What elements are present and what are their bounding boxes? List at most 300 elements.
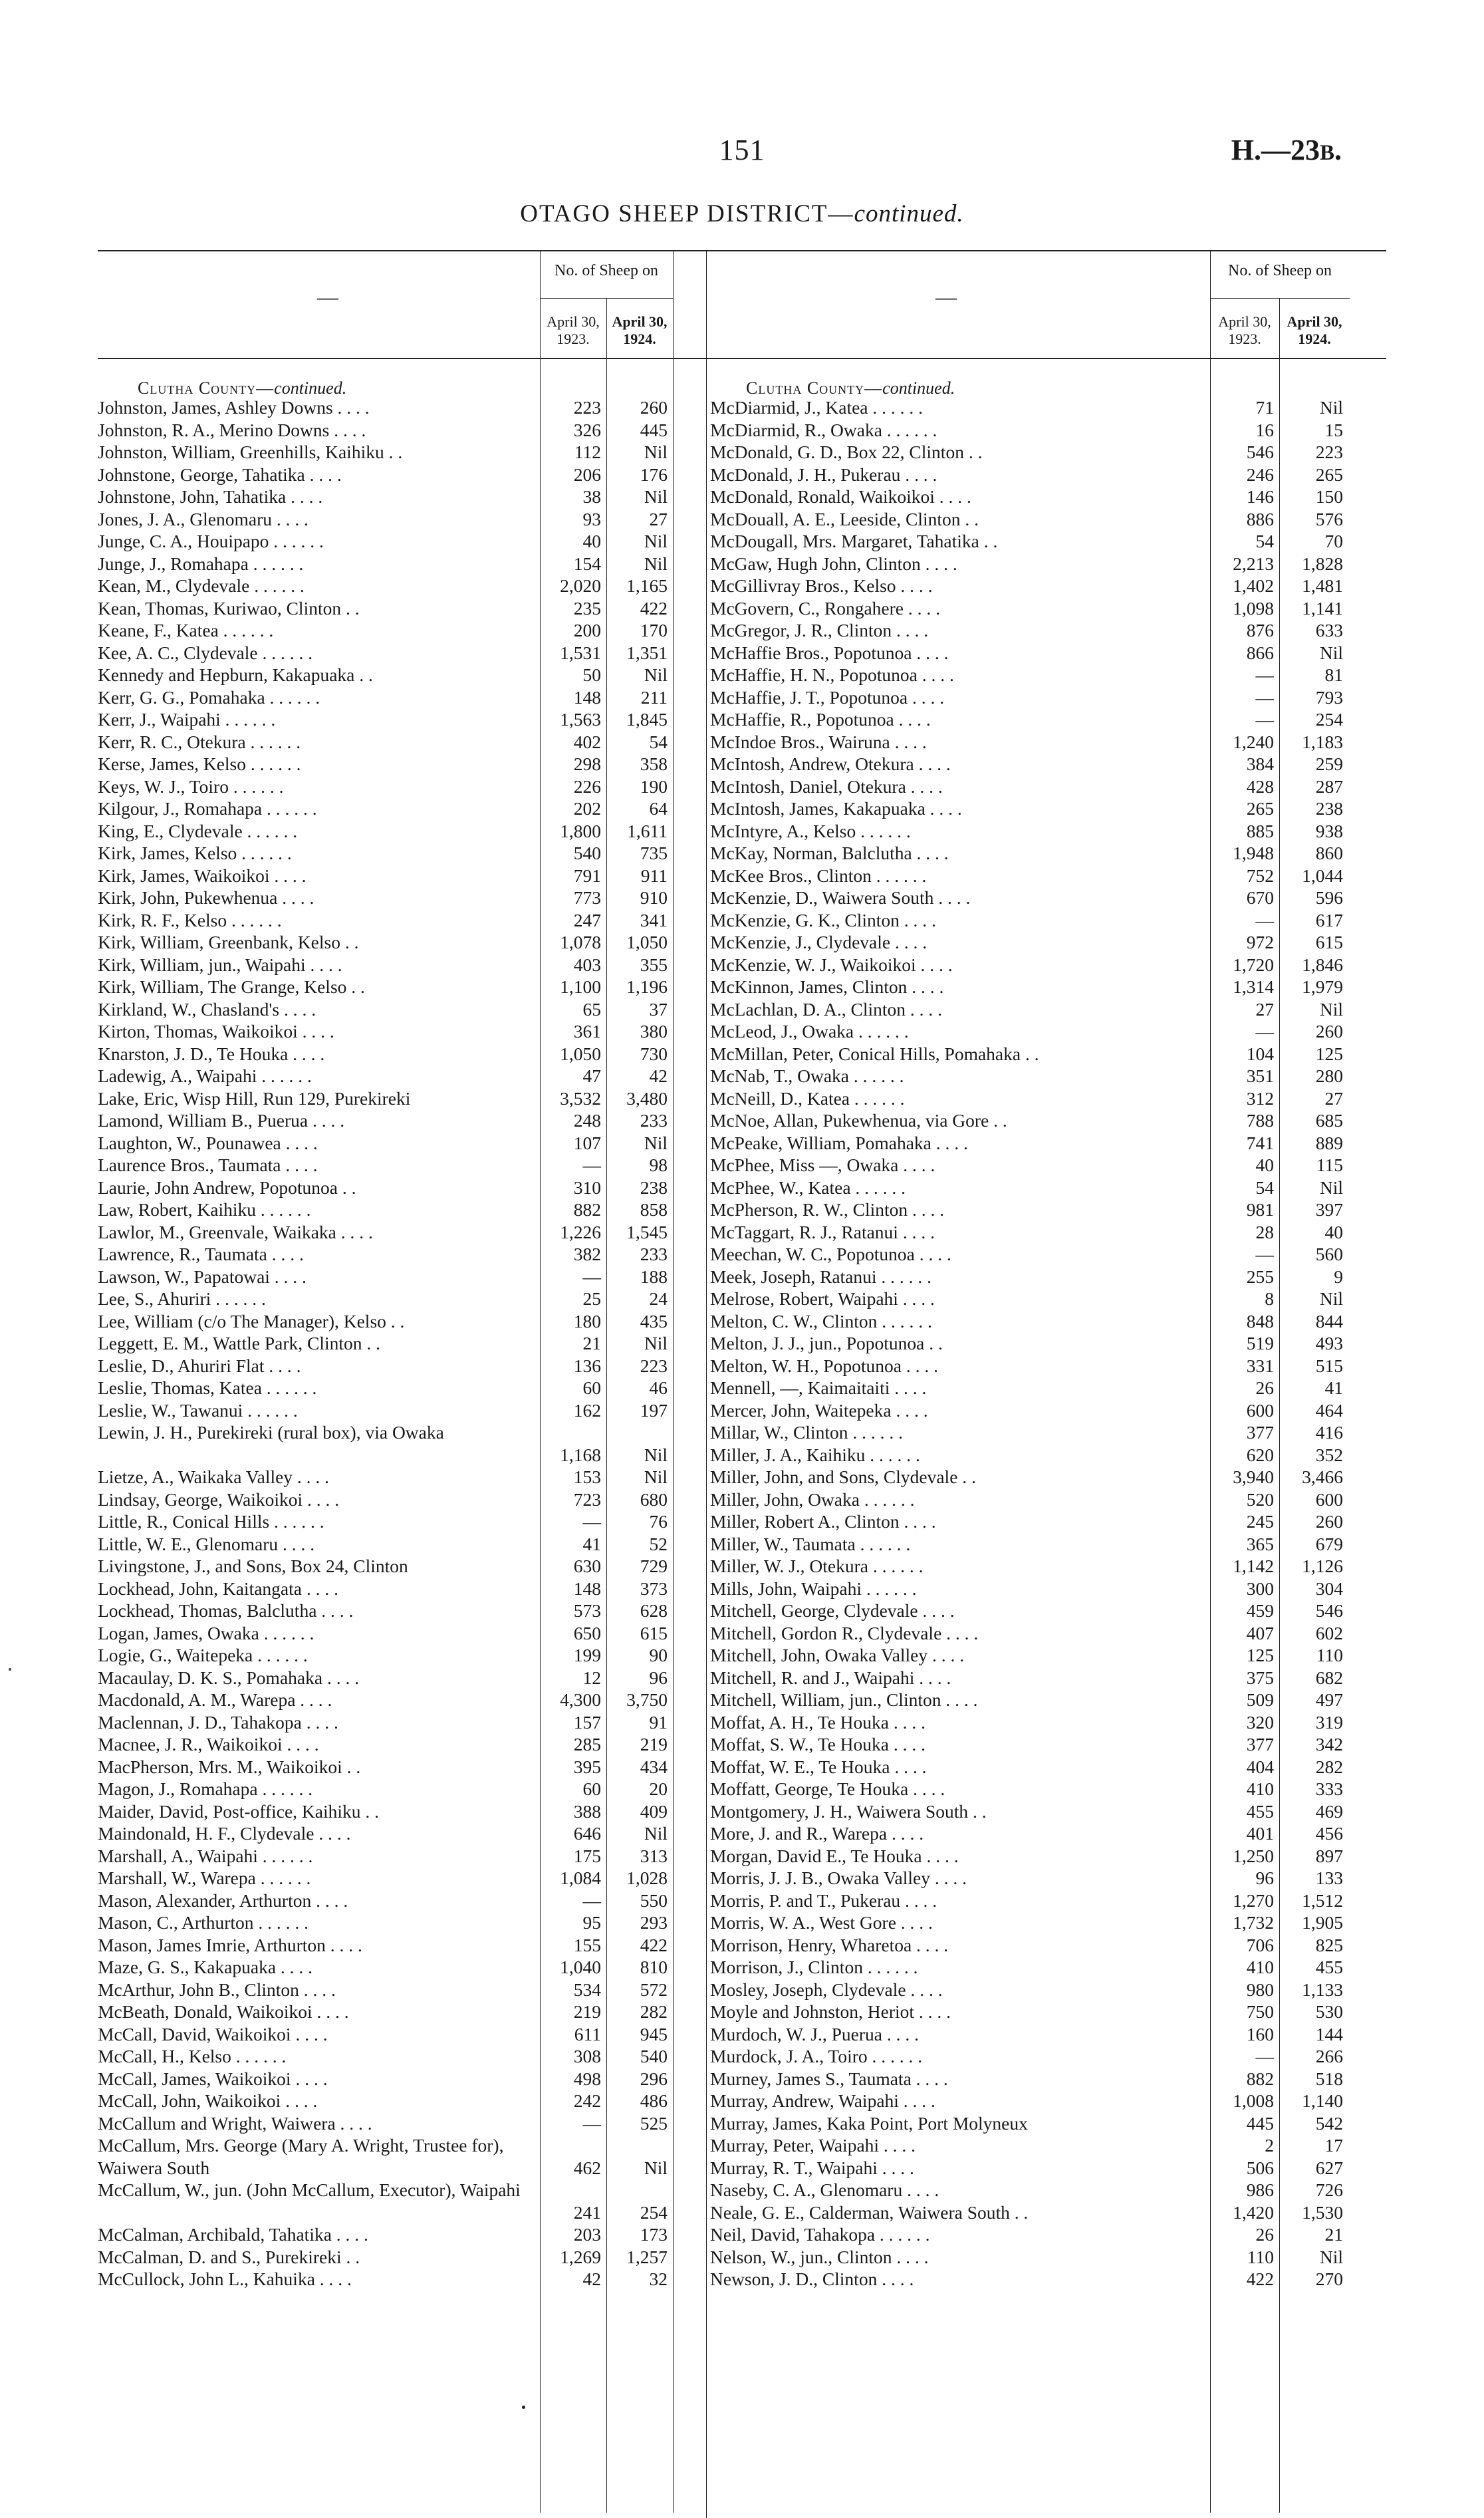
sheep-count-1923: 41	[582, 1533, 601, 1554]
sheep-count-1923: 223	[573, 397, 601, 418]
owner-name: McTaggart, R. J., Ratanui . . . .	[710, 1221, 935, 1242]
table-row	[98, 1221, 670, 1244]
table-row	[710, 1198, 1354, 1221]
sheep-count-1924: 259	[1315, 754, 1343, 774]
sheep-count-1924: 860	[1315, 843, 1343, 863]
owner-name: Meek, Joseph, Ratanui . . . . . .	[710, 1266, 932, 1287]
table-row	[710, 2001, 1354, 2023]
sheep-count-1924: 91	[649, 1711, 668, 1733]
owner-name: Leggett, E. M., Wattle Park, Clinton . .	[98, 1333, 381, 1353]
owner-name: McPeake, William, Pomahaka . . . .	[710, 1132, 968, 1153]
sheep-count-1924: 615	[640, 1622, 668, 1643]
owner-name: McLeod, J., Owaka . . . . . .	[710, 1021, 909, 1042]
table-row	[710, 1845, 1354, 1868]
sheep-count-1923: 310	[573, 1177, 601, 1198]
table-row	[710, 1266, 1354, 1288]
table-row	[710, 2023, 1354, 2046]
sheep-count-1924: 333	[1315, 1778, 1343, 1799]
sheep-count-1923: 28	[1255, 1221, 1274, 1242]
table-row	[710, 1667, 1354, 1689]
owner-name: Moffat, S. W., Te Houka . . . .	[710, 1734, 926, 1754]
owner-name: McKenzie, W. J., Waikoikoi . . . .	[710, 954, 953, 975]
table-row	[710, 1132, 1354, 1155]
sheep-count-1923: 247	[573, 909, 601, 930]
sheep-count-1923: —	[1255, 686, 1274, 708]
table-row	[98, 1243, 670, 1266]
table-row	[98, 575, 670, 597]
owner-name: Maindonald, H. F., Clydevale . . . .	[98, 1823, 351, 1844]
table-row	[710, 2268, 1354, 2291]
table-row	[710, 731, 1354, 754]
owner-name: Newson, J. D., Clinton . . . .	[710, 2269, 914, 2289]
sheep-count-1923: 155	[573, 1934, 601, 1955]
sheep-count-1924: 42	[649, 1065, 668, 1086]
sheep-count-1923: 876	[1246, 620, 1274, 640]
sheep-count-1924: 889	[1315, 1132, 1343, 1153]
owner-name: Johnston, R. A., Merino Downs . . . .	[98, 419, 366, 440]
table-row	[710, 1956, 1354, 1979]
owner-name: McHaffie, H. N., Popotunoa . . . .	[710, 664, 954, 685]
sheep-count-1924: 456	[1315, 1823, 1343, 1844]
owner-name: Marshall, A., Waipahi . . . . . .	[98, 1845, 313, 1866]
sheep-count-1923: 723	[573, 1488, 601, 1510]
owner-name: McCalman, D. and S., Purekireki . .	[98, 2246, 360, 2267]
sheep-count-1924: 260	[1315, 1511, 1343, 1532]
table-row	[98, 1466, 670, 1488]
sheep-count-1924: 373	[640, 1578, 668, 1599]
sheep-count-1923: 706	[1246, 1934, 1274, 1955]
table-row	[98, 887, 670, 909]
owner-name: McKinnon, James, Clinton . . . .	[710, 976, 944, 997]
sheep-count-1924: 52	[649, 1533, 668, 1554]
sheep-count-1924: Nil	[644, 486, 668, 507]
table-row	[710, 441, 1354, 464]
owner-name: Junge, C. A., Houipapo . . . . . .	[98, 531, 324, 551]
owner-name: Maze, G. S., Kakapuaka . . . .	[98, 1957, 313, 1977]
table-row	[98, 797, 670, 820]
sheep-count-1924: 1,183	[1302, 731, 1343, 752]
owner-name: McIntyre, A., Kelso . . . . . .	[710, 820, 911, 841]
owner-name: Kennedy and Hepburn, Kakapuaka . .	[98, 664, 373, 685]
table-row	[98, 865, 670, 887]
table-row	[710, 1778, 1354, 1800]
table-row	[98, 2001, 670, 2023]
sheep-count-1923: 154	[573, 553, 601, 574]
table-row	[710, 1377, 1354, 1399]
owner-name: Lawrence, R., Taumata . . . .	[98, 1244, 304, 1264]
sheep-count-1923: 246	[1246, 464, 1274, 485]
sheep-count-1924: 17	[1324, 2135, 1343, 2156]
sheep-count-1923: 71	[1255, 397, 1274, 418]
owner-name: Jones, J. A., Glenomaru . . . .	[98, 508, 309, 529]
sheep-count-1924: 24	[649, 1288, 668, 1309]
owner-name: Kirton, Thomas, Waikoikoi . . . .	[98, 1021, 334, 1042]
owner-name: Johnston, William, Greenhills, Kaihiku . .	[98, 442, 403, 462]
sheep-count-1924: 469	[1315, 1800, 1343, 1822]
table-row	[710, 708, 1354, 731]
sheep-count-1923: 1,250	[1233, 1845, 1274, 1866]
table-row	[98, 441, 670, 464]
sheep-count-1924: 1,905	[1302, 1912, 1343, 1933]
sheep-count-1924: 1,845	[626, 709, 668, 730]
table-row	[98, 1555, 670, 1578]
owner-name: McCall, David, Waikoikoi . . . .	[98, 2023, 328, 2044]
section-title: Clutha County—	[746, 378, 883, 398]
table-row	[710, 1087, 1354, 1110]
sheep-count-1923: 26	[1255, 1377, 1274, 1398]
owner-name: McGregor, J. R., Clinton . . . .	[710, 620, 929, 640]
sheep-count-1924: 628	[640, 1600, 668, 1621]
sheep-count-1924: 729	[640, 1556, 668, 1576]
owner-name: Lockhead, Thomas, Balclutha . . . .	[98, 1600, 354, 1621]
table-row	[710, 1399, 1354, 1422]
table-row	[98, 1644, 670, 1667]
owner-name: Nelson, W., jun., Clinton . . . .	[710, 2246, 929, 2267]
table-row	[98, 2090, 670, 2112]
table-row	[98, 1778, 670, 1800]
page-mark	[522, 2406, 525, 2409]
sheep-count-1924: 46	[649, 1377, 668, 1398]
sheep-count-1923: 506	[1246, 2157, 1274, 2178]
sheep-count-1924: 76	[649, 1511, 668, 1532]
section-title: Clutha County—	[138, 378, 275, 398]
table-row	[98, 1087, 670, 1110]
sheep-count-1923: 3,532	[560, 1087, 601, 1109]
owner-name: McHaffie, J. T., Popotunoa . . . .	[710, 686, 945, 708]
owner-name: Miller, J. A., Kaihiku . . . . . .	[710, 1444, 920, 1465]
page-mark	[9, 1668, 11, 1671]
sheep-count-1924: 518	[1315, 2068, 1343, 2089]
sheep-count-1924: 110	[1316, 1645, 1343, 1665]
sheep-count-1923: 1,100	[560, 976, 601, 997]
sheep-count-1924: 793	[1315, 686, 1343, 708]
sheep-count-1924: 1,050	[626, 932, 668, 952]
sheep-count-1924: 911	[640, 865, 668, 886]
table-row	[710, 2179, 1354, 2201]
column-divider	[706, 250, 707, 2518]
sheep-count-1923: 401	[1246, 1823, 1274, 1844]
table-row	[98, 2268, 670, 2291]
owner-name: Kerr, R. C., Otekura . . . . . .	[98, 731, 301, 752]
sheep-count-1923: 1,084	[560, 1868, 601, 1888]
sheep-count-1924: 282	[1315, 1756, 1343, 1777]
sheep-count-1924: 3,480	[626, 1087, 668, 1109]
sheep-count-1924: 238	[1315, 798, 1343, 819]
table-row	[710, 1689, 1354, 1711]
owner-name: Little, W. E., Glenomaru . . . .	[98, 1533, 315, 1554]
sheep-count-1924: 90	[649, 1645, 668, 1665]
table-row	[710, 887, 1354, 909]
sheep-count-1924: 293	[640, 1912, 668, 1933]
title-continued: continued.	[854, 200, 964, 227]
sheep-count-1924: 144	[1315, 2023, 1343, 2044]
owner-name: Kee, A. C., Clydevale . . . . . .	[98, 642, 313, 663]
sheep-count-1923: 611	[574, 2023, 601, 2044]
table-row	[710, 998, 1354, 1021]
owner-name: Knarston, J. D., Te Houka . . . .	[98, 1043, 325, 1064]
sheep-count-1923: 410	[1246, 1957, 1274, 1977]
sheep-count-1923: 255	[1246, 1266, 1274, 1287]
sheep-count-1924: 445	[640, 419, 668, 440]
table-row	[710, 2134, 1354, 2157]
owner-name: Murray, Peter, Waipahi . . . .	[710, 2135, 916, 2156]
left-rows	[98, 396, 670, 2291]
sheep-count-1923: 65	[582, 998, 601, 1020]
sheep-count-1923: 107	[573, 1132, 601, 1153]
sheep-count-1924: 270	[1315, 2269, 1343, 2289]
sheep-count-1923: 377	[1246, 1734, 1274, 1754]
table-row	[710, 1934, 1354, 1957]
table-row	[710, 1889, 1354, 1912]
sheep-count-1923: 540	[573, 843, 601, 863]
sheep-count-1923: 750	[1246, 2001, 1274, 2022]
table-row	[98, 1733, 670, 1756]
sheep-count-1924: 27	[649, 508, 668, 529]
owner-name: Murdock, J. A., Toiro . . . . . .	[710, 2046, 923, 2066]
table-row	[710, 1510, 1354, 1533]
table-row	[98, 1043, 670, 1065]
sheep-count-1924: 897	[1315, 1845, 1343, 1866]
sheep-count-1923: 21	[582, 1333, 601, 1353]
sheep-count-1924: Nil	[1319, 2246, 1343, 2267]
owner-name: McNoe, Allan, Pukewhenua, via Gore . .	[710, 1110, 1007, 1131]
sheep-count-1923: 1,008	[1233, 2090, 1274, 2111]
owner-name: McLachlan, D. A., Clinton . . . .	[710, 998, 943, 1020]
sheep-count-1924: 633	[1315, 620, 1343, 640]
sheep-count-1924: 602	[1315, 1622, 1343, 1643]
owner-name: Melrose, Robert, Waipahi . . . .	[710, 1288, 935, 1309]
table-row	[98, 1310, 670, 1333]
sheep-count-1923: 773	[573, 887, 601, 908]
table-row	[98, 1622, 670, 1645]
sheep-count-1924: Nil	[1319, 1177, 1343, 1198]
sheep-count-1924: 409	[640, 1800, 668, 1822]
sheep-count-1923: 534	[573, 1979, 601, 2000]
sheep-count-1923: 136	[573, 1355, 601, 1376]
sheep-count-1924: 435	[640, 1310, 668, 1331]
table-row	[98, 1911, 670, 1934]
sheep-count-1923: 54	[1255, 531, 1274, 551]
table-row	[710, 2246, 1354, 2269]
sheep-count-1923: 320	[1246, 1711, 1274, 1733]
sheep-count-1923: 646	[573, 1823, 601, 1844]
owner-name: Magon, J., Romahapa . . . . . .	[98, 1778, 313, 1799]
sheep-count-1923: 1,269	[560, 2246, 601, 2267]
owner-name: Kean, Thomas, Kuriwao, Clinton . .	[98, 597, 360, 619]
sheep-count-1923: 27	[1255, 998, 1274, 1020]
owner-name: More, J. and R., Warepa . . . .	[710, 1823, 924, 1844]
owner-name: Leslie, D., Ahuriri Flat . . . .	[98, 1355, 301, 1376]
sheep-count-1923: 403	[573, 954, 601, 975]
right-rows	[710, 396, 1354, 2291]
sheep-count-1924: 530	[1315, 2001, 1343, 2022]
owner-name: King, E., Clydevale . . . . . .	[98, 820, 298, 841]
sheep-count-1924: 1,257	[626, 2246, 668, 2267]
sheep-count-1923: 519	[1246, 1333, 1274, 1353]
owner-name: McHaffie Bros., Popotunoa . . . .	[710, 642, 949, 663]
owner-name: Melton, C. W., Clinton . . . . . .	[710, 1310, 932, 1331]
table-row	[710, 1733, 1354, 1756]
table-row	[710, 1488, 1354, 1511]
sheep-count-1924: 150	[1315, 486, 1343, 507]
owner-name: Morgan, David E., Te Houka . . . .	[710, 1845, 959, 1866]
table-row	[98, 1020, 670, 1043]
sheep-count-1923: 326	[573, 419, 601, 440]
sheep-count-1923: 885	[1246, 820, 1274, 841]
table-row	[710, 1800, 1354, 1823]
sheep-count-1923: 882	[1246, 2068, 1274, 2089]
owner-name: McIntosh, Andrew, Otekura . . . .	[710, 754, 951, 774]
table-row	[710, 642, 1354, 664]
sheep-count-1924: 910	[640, 887, 668, 908]
owner-name: Naseby, C. A., Glenomaru . . . .	[710, 2179, 939, 2200]
column-1923-header: April 30, 1923.	[547, 313, 600, 347]
sheep-count-1923: 26	[1255, 2224, 1274, 2245]
sheep-count-1924: Nil	[644, 2157, 668, 2178]
sheep-count-1923: 600	[1246, 1399, 1274, 1421]
sheep-count-1923: 410	[1246, 1778, 1274, 1799]
owner-name: Mason, James Imrie, Arthurton . . . .	[98, 1934, 362, 1955]
table-row	[710, 1644, 1354, 1667]
owner-name: McPherson, R. W., Clinton . . . .	[710, 1199, 945, 1220]
sheep-count-1923: 104	[1246, 1043, 1274, 1064]
owner-name: Moffat, W. E., Te Houka . . . .	[710, 1756, 927, 1777]
sheep-count-1923: 25	[582, 1288, 601, 1309]
owner-name: Neil, David, Tahakopa . . . . . .	[710, 2224, 930, 2245]
column-divider	[673, 250, 674, 358]
sheep-count-1923: 361	[573, 1021, 601, 1042]
sheep-count-1924: 96	[649, 1667, 668, 1688]
table-row	[98, 1600, 670, 1622]
sheep-count-1924: 3,466	[1302, 1467, 1343, 1487]
sheep-count-1923: 1,800	[560, 820, 601, 841]
sheep-count-1923: 388	[573, 1800, 601, 1822]
table-row	[98, 464, 670, 486]
table-row	[710, 1221, 1354, 1244]
table-row	[98, 1266, 670, 1288]
sheep-count-1923: —	[582, 1266, 601, 1287]
table-row	[98, 998, 670, 1021]
table-row	[98, 664, 670, 686]
table-row	[98, 931, 670, 954]
owner-name: Mitchell, William, jun., Clinton . . . .	[710, 1689, 978, 1710]
sheep-count-1924: 434	[640, 1756, 668, 1777]
sheep-count-1923: 791	[573, 865, 601, 886]
sheep-count-1923: 47	[582, 1065, 601, 1086]
sheep-count-1923: 650	[573, 1622, 601, 1643]
table-row	[98, 2134, 670, 2179]
sheep-count-1924: 254	[1315, 709, 1343, 730]
owner-name: Livingstone, J., and Sons, Box 24, Clinton	[98, 1556, 408, 1576]
sheep-count-1923: 1,168	[560, 1444, 601, 1465]
owner-name: Johnstone, John, Tahatika . . . .	[98, 486, 323, 507]
sheep-count-1924: 422	[640, 1934, 668, 1955]
table-row	[710, 508, 1354, 531]
sheep-count-1923: 242	[573, 2090, 601, 2111]
sheep-count-1924: 735	[640, 843, 668, 863]
table-row	[98, 842, 670, 865]
sheep-count-1924: 486	[640, 2090, 668, 2111]
sheep-count-1923: 60	[582, 1778, 601, 1799]
owner-name: Miller, W. J., Otekura . . . . . .	[710, 1556, 924, 1576]
owner-name: McIndoe Bros., Wairuna . . . .	[710, 731, 927, 752]
sheep-count-1923: —	[1255, 664, 1274, 685]
sheep-count-1923: —	[1255, 909, 1274, 930]
owner-name: Murney, James S., Taumata . . . .	[710, 2068, 948, 2089]
owner-name: Mitchell, John, Owaka Valley . . . .	[710, 1645, 965, 1665]
sheep-count-1924: 287	[1315, 775, 1343, 797]
sheep-count-1923: 3,940	[1233, 1467, 1274, 1487]
owner-name: Johnstone, George, Tahatika . . . .	[98, 464, 342, 485]
owner-name: Logan, James, Owaka . . . . . .	[98, 1622, 314, 1643]
sheep-count-1924: 617	[1315, 909, 1343, 930]
sheep-count-1923: 422	[1246, 2269, 1274, 2289]
sheep-count-1923: 312	[1246, 1087, 1274, 1109]
table-row	[710, 797, 1354, 820]
owner-name: McCullock, John L., Kahuika . . . .	[98, 2269, 352, 2289]
table-row	[98, 419, 670, 442]
sheep-count-1924: 27	[1324, 1087, 1343, 1109]
sheep-count-1923: 206	[573, 464, 601, 485]
table-row	[98, 1756, 670, 1778]
sheep-count-1923: 2	[1265, 2135, 1274, 2156]
table-row	[710, 1711, 1354, 1734]
sheep-count-1924: 416	[1315, 1422, 1343, 1443]
table-row	[98, 2023, 670, 2046]
sheep-count-1923: 498	[573, 2068, 601, 2089]
sheep-count-1924: 380	[640, 1021, 668, 1042]
table-row	[98, 1889, 670, 1912]
sheep-count-1924: 540	[640, 2046, 668, 2066]
table-row	[98, 1421, 670, 1466]
owner-name: Kirk, John, Pukewhenua . . . .	[98, 887, 314, 908]
table-row	[98, 1399, 670, 1422]
sheep-count-1924: 1,846	[1302, 954, 1343, 975]
owner-name: McDouall, A. E., Leeside, Clinton . .	[710, 508, 979, 529]
sheep-count-1923: 428	[1246, 775, 1274, 797]
column-divider	[673, 358, 674, 2513]
sheep-count-1924: 542	[1315, 2112, 1343, 2134]
sheep-count-1924: 223	[640, 1355, 668, 1376]
table-row	[710, 842, 1354, 865]
table-row	[710, 931, 1354, 954]
sheep-count-1924: Nil	[1319, 642, 1343, 663]
owner-name: McNab, T., Owaka . . . . . .	[710, 1065, 904, 1086]
sheep-count-1923: 112	[574, 442, 601, 462]
owner-name: McKay, Norman, Balclutha . . . .	[710, 843, 949, 863]
sheep-count-1923: 226	[573, 775, 601, 797]
sheep-count-1924: 726	[1315, 2179, 1343, 2200]
owner-name: Lawson, W., Papatowai . . . .	[98, 1266, 307, 1287]
sheep-count-1923: 1,563	[560, 709, 601, 730]
owner-name: Morris, P. and T., Pukerau . . . .	[710, 1889, 937, 1911]
sheep-count-1924: 219	[640, 1734, 668, 1754]
owner-name: Meechan, W. C., Popotunoa . . . .	[710, 1244, 951, 1264]
table-row	[98, 1689, 670, 1711]
table-row	[98, 1154, 670, 1177]
sheep-count-1923: —	[1255, 709, 1274, 730]
sheep-count-1923: 1,240	[1233, 731, 1274, 752]
sheep-count-1923: 382	[573, 1244, 601, 1264]
sheep-count-1923: 1,720	[1233, 954, 1274, 975]
owner-name: Lindsay, George, Waikoikoi . . . .	[98, 1488, 340, 1510]
sheep-count-1923: 300	[1246, 1578, 1274, 1599]
sheep-count-1924: 304	[1315, 1578, 1343, 1599]
owner-name: Morris, J. J. B., Owaka Valley . . . .	[710, 1868, 967, 1888]
sheep-count-1923: 1,078	[560, 932, 601, 952]
sheep-count-1924: 265	[1315, 464, 1343, 485]
sheep-count-1923: 407	[1246, 1622, 1274, 1643]
